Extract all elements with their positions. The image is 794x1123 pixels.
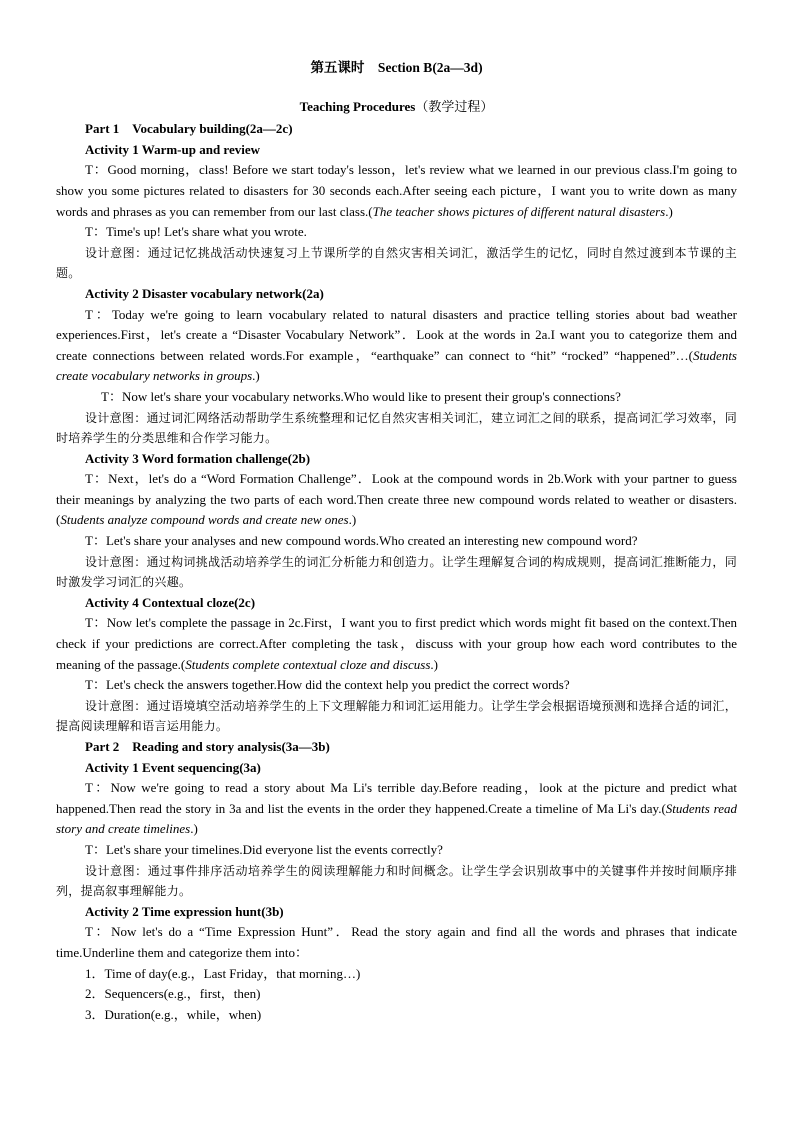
- p1-activity4-teacher-line-2: T：Let's check the answers together.How did the context help you predict the correct words?: [85, 677, 570, 693]
- p1-activity3-teacher-line-2: T：Let's share your analyses and new compound words.Who created an interesting new compound word?: [85, 533, 638, 549]
- p1-activity2-teacher-line-2: T：Now let's share your vocabulary networks.Who would like to present their group's connections?: [101, 388, 621, 404]
- part2-heading: Part 2 Reading and story analysis(3a—3b): [85, 739, 330, 754]
- p2-activity1-heading: Activity 1 Event sequencing(3a): [85, 759, 261, 775]
- list-item-sequencers: 2．Sequencers(e.g.，first，then): [85, 986, 261, 1002]
- part1-heading: Part 1 Vocabulary building(2a—2c): [85, 121, 293, 137]
- p1-activity2-heading: Activity 2 Disaster vocabulary network(2a): [85, 285, 324, 301]
- p1-activity1-teacher-line-1: T：Good morning，class! Before we start today's lesson，let's review what we learned in our previous class.I'm going to show you some pictures related to disasters for 30 seconds each.After seeing each picture，I want you to write down as many words and phrases as you can remember from our last class.(The teacher shows pictures of different natural disasters.): [56, 162, 737, 219]
- p1-activity4-teacher-line-1: T：Now let's complete the passage in 2c.First，I want you to first predict which words might fit based on the context.Then check if your predictions are correct.After completing the task，discuss with your group how each word contributes to the meaning of the passage.(Students complete contextual cloze and discuss.): [56, 615, 737, 672]
- p1-activity4-heading: Activity 4 Contextual cloze(2c): [85, 594, 256, 610]
- lesson-title: 第五课时 Section B(2a—3d): [310, 60, 483, 75]
- p2-activity1-teacher-line-1: T：Now we're going to read a story about Ma Li's terrible day.Before reading，look at the picture and predict what happened.Then read the story in 3a and list the events in the order they happened.Create a timeline of Ma Li's day.(Students read story and create timelines.): [56, 780, 737, 837]
- procedures-title: [56, 97, 737, 118]
- p1-activity3-teacher-line-1: T：Next，let's do a “Word Formation Challenge”．Look at the compound words in 2b.Work with your partner to guess their meanings by analyzing the two parts of each word.Then create three new compound words related to weather or disasters.(Students analyze compound words and create new ones.): [56, 471, 737, 528]
- procedures-title-en: Teaching Procedures: [299, 98, 416, 114]
- p2-activity1-teacher-line-2: T：Let's share your timelines.Did everyone list the events correctly?: [85, 841, 443, 857]
- p1-activity3-design-intent: 设计意图：通过构词挑战活动培养学生的词汇分析能力和创造力。让学生理解复合词的构成规则，提高词汇推断能力，同时激发学习词汇的兴趣。: [56, 554, 737, 590]
- document-page: [56, 58, 737, 1025]
- list-item-duration: 3．Duration(e.g.，while，when): [85, 1006, 262, 1022]
- p1-activity4-design-intent: 设计意图：通过语境填空活动培养学生的上下文理解能力和词汇运用能力。让学生学会根据语境预测和选择合适的词汇，提高阅读理解和语言运用能力。: [56, 698, 737, 734]
- p1-activity1-teacher-line-2: T：Time's up! Let's share what you wrote.: [85, 224, 307, 240]
- p2-activity2-teacher-line-1: T：Now let's do a “Time Expression Hunt”．Read the story again and find all the words and phrases that indicate time.Underline them and categorize them into：: [56, 924, 737, 960]
- p1-activity1-design-intent: 设计意图：通过记忆挑战活动快速复习上节课所学的自然灾害相关词汇，激活学生的记忆，同时自然过渡到本节课的主题。: [56, 245, 737, 281]
- p1-activity2-teacher-line-1: T：Today we're going to learn vocabulary related to natural disasters and practice telling stories about bad weather experiences.First，let's create a “Disaster Vocabulary Network”．Look at the words in 2a.I want you to categorize them and create connections between related words.For example，“earthquake” can connect to “hit” “rocked” “happened”…(Students create vocabulary networks in groups.): [56, 306, 737, 384]
- p1-activity2-design-intent: 设计意图：通过词汇网络活动帮助学生系统整理和记忆自然灾害相关词汇，建立词汇之间的联系，提高词汇学习效率，同时培养学生的分类思维和合作学习能力。: [56, 410, 737, 446]
- p2-activity2-heading: Activity 2 Time expression hunt(3b): [85, 903, 284, 919]
- p2-activity1-design-intent: 设计意图：通过事件排序活动培养学生的阅读理解能力和时间概念。让学生学会识别故事中的关键事件并按时间顺序排列，提高叙事理解能力。: [56, 863, 737, 899]
- list-item-time-of-day: 1．Time of day(e.g.，Last Friday，that morning…): [85, 965, 361, 981]
- p1-activity1-heading: Activity 1 Warm-up and review: [85, 141, 261, 157]
- procedures-title-cn: （教学过程）: [415, 98, 494, 114]
- p1-activity3-heading: Activity 3 Word formation challenge(2b): [85, 450, 311, 466]
